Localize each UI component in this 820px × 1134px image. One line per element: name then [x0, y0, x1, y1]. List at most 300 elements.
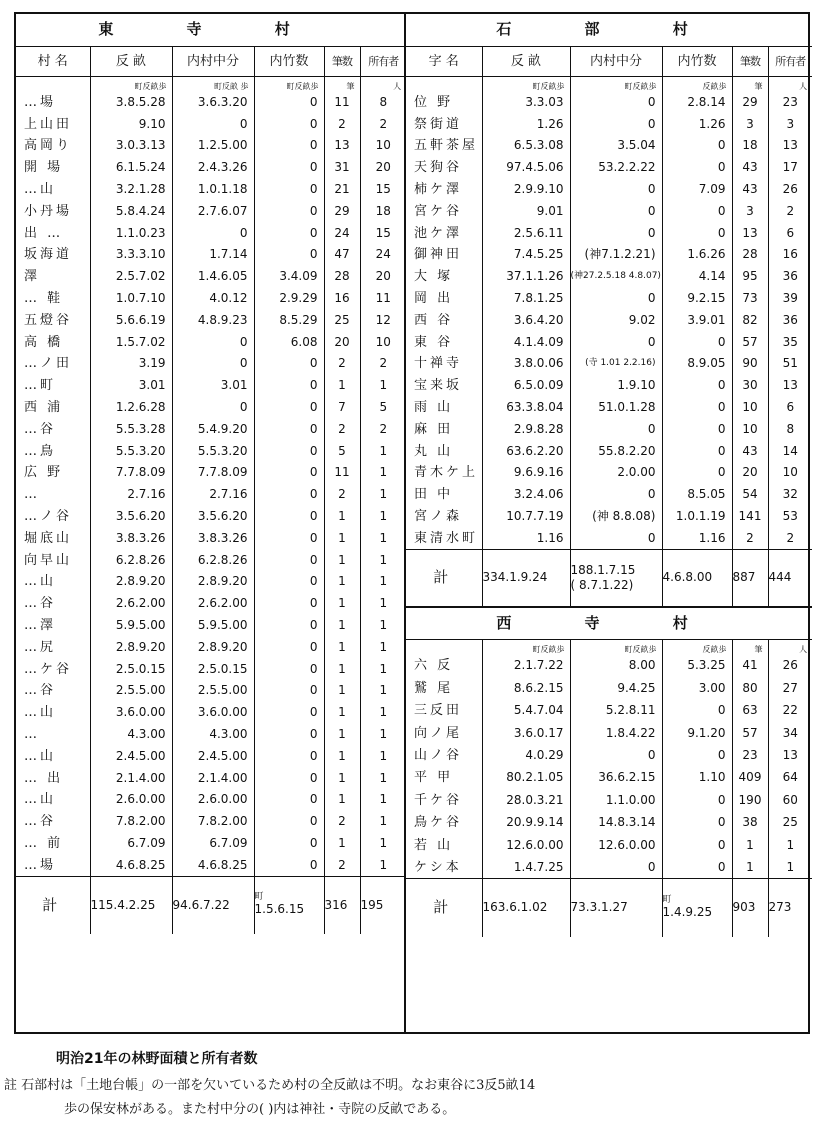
ishibe-cell-1: 37.1.1.26	[482, 266, 570, 288]
east-cell-2: 1.0.1.18	[172, 179, 254, 201]
east-cell-5: 1	[379, 661, 388, 676]
table-row	[16, 658, 406, 680]
east-cell-3: 0	[254, 484, 324, 506]
table-row	[406, 222, 812, 244]
ishibe-cell-4: 82	[732, 309, 768, 331]
east-cell-5: 1	[379, 639, 388, 654]
ishibe-cell-0: 東 谷	[406, 331, 482, 353]
nishi-cell-1: 4.0.29	[482, 744, 570, 766]
east-cell-3: 0	[254, 811, 324, 833]
east-cell-5: 10	[375, 334, 391, 349]
nishi-total-hissu: 903	[732, 879, 768, 937]
ishibe-cell-3: 3.9.01	[662, 309, 732, 331]
ishibe-cell-5: 51	[782, 356, 798, 371]
east-cell-2: 3.8.3.26	[172, 527, 254, 549]
east-cell-2: 6.2.8.26	[172, 549, 254, 571]
table-row	[16, 680, 406, 702]
nishi-cell-0: 三反田	[406, 700, 482, 722]
east-cell-5: 1	[379, 705, 388, 720]
east-cell-3: 0	[254, 440, 324, 462]
table-row	[16, 833, 406, 855]
ishibe-total-row	[406, 549, 812, 607]
nishi-cell-1: 80.2.1.05	[482, 767, 570, 789]
ishibe-total-sonchu-1: 188.1.7.15	[570, 562, 636, 577]
table-row	[406, 700, 812, 722]
nishi-total-take-unit: 町	[662, 894, 672, 905]
east-header-0: 村 名	[16, 46, 90, 76]
east-cell-4: 1	[324, 527, 360, 549]
east-cell-1: 2.5.5.00	[90, 680, 172, 702]
east-cell-3: 0	[254, 593, 324, 615]
ishibe-cell-2: 0	[570, 484, 662, 506]
east-unit-4: 筆	[324, 76, 360, 92]
east-cell-5: 1	[379, 792, 388, 807]
table-row	[16, 811, 406, 833]
east-cell-5: 20	[375, 269, 391, 284]
table-row	[16, 615, 406, 637]
nishi-cell-0: 山ノ谷	[406, 744, 482, 766]
table-row	[406, 397, 812, 419]
east-cell-3: 0	[254, 222, 324, 244]
east-cell-1: 6.2.8.26	[90, 549, 172, 571]
ishibe-cell-5: 13	[782, 138, 798, 153]
east-cell-4: 47	[324, 244, 360, 266]
east-cell-1: 3.19	[90, 353, 172, 375]
nishi-cell-0: ケシ本	[406, 856, 482, 878]
east-cell-3: 0	[254, 375, 324, 397]
east-unit-0	[16, 76, 90, 92]
east-cell-3: 0	[254, 571, 324, 593]
nishi-cell-5: 60	[782, 792, 798, 807]
east-cell-4: 11	[324, 92, 360, 114]
east-cell-1: 2.8.9.20	[90, 636, 172, 658]
east-cell-1: 3.0.3.13	[90, 135, 172, 157]
ishibe-village-title: 石 部 村	[406, 14, 812, 46]
ishibe-cell-0: 祭街道	[406, 113, 482, 135]
nishi-cell-4: 23	[732, 744, 768, 766]
ishibe-header-3: 内竹数	[662, 46, 732, 76]
table-row	[406, 135, 812, 157]
ishibe-cell-3: 0	[662, 200, 732, 222]
east-total-sonchu: 94.6.7.22	[172, 876, 254, 934]
ishibe-cell-3: 0	[662, 462, 732, 484]
east-cell-3: 0	[254, 418, 324, 440]
east-cell-1: 9.10	[90, 113, 172, 135]
east-cell-2: 4.3.00	[172, 724, 254, 746]
table-row	[406, 157, 812, 179]
ishibe-cell-1: 6.5.0.09	[482, 375, 570, 397]
note-line-2: 歩の保安林がある。また村中分の( )内は神社・寺院の反畝である。	[64, 1102, 456, 1117]
east-unit-2: 町反畝 歩	[172, 76, 254, 92]
east-cell-5: 1	[379, 770, 388, 785]
nishi-unit-5: 人	[799, 644, 808, 654]
ishibe-cell-1: 1.16	[482, 527, 570, 549]
east-cell-5: 1	[379, 727, 388, 741]
ishibe-cell-3: 0	[662, 397, 732, 419]
east-cell-1: 6.1.5.24	[90, 157, 172, 179]
east-cell-3: 0	[254, 135, 324, 157]
east-cell-1: 1.2.6.28	[90, 397, 172, 419]
ishibe-cell-3: 1.0.1.19	[662, 506, 732, 528]
east-cell-3: 0	[254, 113, 324, 135]
ishibe-cell-1: 6.5.3.08	[482, 135, 570, 157]
nishi-cell-2: 14.8.3.14	[570, 811, 662, 833]
table-row	[16, 309, 406, 331]
east-cell-4: 1	[324, 658, 360, 680]
east-cell-5: 1	[379, 378, 388, 393]
nishi-cell-3: 0	[662, 744, 732, 766]
table-row	[16, 92, 406, 114]
table-row	[406, 288, 812, 310]
ishibe-cell-4: 18	[732, 135, 768, 157]
east-cell-2: 0	[172, 397, 254, 419]
ishibe-cell-5: 2	[786, 530, 795, 545]
table-row	[16, 440, 406, 462]
ishibe-cell-4: 3	[732, 113, 768, 135]
east-cell-3: 0	[254, 462, 324, 484]
ishibe-cell-1: 7.4.5.25	[482, 244, 570, 266]
ishibe-cell-4: 10	[732, 418, 768, 440]
ishibe-cell-3: 0	[662, 135, 732, 157]
east-cell-4: 2	[324, 113, 360, 135]
east-cell-3: 0	[254, 353, 324, 375]
east-village-section	[16, 14, 406, 1032]
east-cell-1: 2.6.2.00	[90, 593, 172, 615]
east-cell-3: 0	[254, 244, 324, 266]
ishibe-cell-3: 0	[662, 222, 732, 244]
east-cell-3: 0	[254, 397, 324, 419]
table-row	[16, 724, 406, 746]
ishibe-cell-0: 宮ノ森	[406, 506, 482, 528]
east-cell-5: 1	[379, 596, 388, 611]
east-cell-3: 0	[254, 745, 324, 767]
ishibe-cell-0: 雨 山	[406, 397, 482, 419]
ishibe-cell-3: 0	[662, 157, 732, 179]
ishibe-cell-0: 御神田	[406, 244, 482, 266]
table-row	[406, 200, 812, 222]
ishibe-cell-1: 63.6.2.20	[482, 440, 570, 462]
ishibe-cell-1: 3.2.4.06	[482, 484, 570, 506]
table-row	[16, 506, 406, 528]
east-cell-0: …ノ田	[16, 353, 90, 375]
east-cell-5: 1	[379, 814, 388, 829]
east-cell-1: 3.3.3.10	[90, 244, 172, 266]
east-cell-1: 5.6.6.19	[90, 309, 172, 331]
nishi-cell-2: 5.2.8.11	[570, 700, 662, 722]
east-cell-3: 2.9.29	[254, 288, 324, 310]
ishibe-cell-3: 0	[662, 375, 732, 397]
ishibe-cell-5: 36	[782, 312, 798, 327]
east-cell-2: 7.7.8.09	[172, 462, 254, 484]
table-row	[16, 789, 406, 811]
nishi-cell-0: 平 甲	[406, 767, 482, 789]
east-cell-5: 11	[375, 291, 391, 306]
nishi-cell-2: 0	[570, 856, 662, 878]
east-cell-4: 1	[324, 615, 360, 637]
nishi-village-title: 西 寺 村	[406, 607, 812, 639]
east-cell-1: 2.4.5.00	[90, 745, 172, 767]
table-row	[406, 527, 812, 549]
ishibe-cell-5: 3	[786, 116, 795, 131]
ishibe-cell-1: 3.8.0.06	[482, 353, 570, 375]
ishibe-header-5: 所有者	[768, 46, 812, 76]
ishibe-cell-0: 位 野	[406, 92, 482, 114]
east-cell-4: 1	[324, 506, 360, 528]
east-cell-2: 7.8.2.00	[172, 811, 254, 833]
east-total-take	[254, 876, 324, 934]
ishibe-header-0: 字 名	[406, 46, 482, 76]
ishibe-cell-3: 8.9.05	[662, 353, 732, 375]
ishibe-cell-5: 13	[782, 378, 798, 393]
east-cell-0: … 前	[16, 833, 90, 855]
ishibe-cell-0: 岡 出	[406, 288, 482, 310]
table-caption: 明治21年の林野面積と所有者数	[56, 1051, 258, 1067]
table-row	[406, 353, 812, 375]
east-cell-4: 5	[324, 440, 360, 462]
east-cell-0: 澤	[16, 266, 90, 288]
east-cell-0: …	[16, 484, 90, 506]
east-cell-5: 12	[375, 312, 391, 327]
table-row	[406, 244, 812, 266]
east-cell-5: 1	[379, 574, 388, 589]
east-cell-1: 3.6.0.00	[90, 702, 172, 724]
table-row	[16, 484, 406, 506]
ishibe-cell-2: (神27.2.5.18 4.8.07)	[570, 266, 662, 288]
nishi-cell-4: 38	[732, 811, 768, 833]
nishi-cell-2: 12.6.0.00	[570, 834, 662, 856]
east-cell-4: 1	[324, 745, 360, 767]
east-cell-1: 2.5.0.15	[90, 658, 172, 680]
east-cell-0: …ノ谷	[16, 506, 90, 528]
nishi-unit-3: 反畝歩	[662, 639, 732, 655]
land-table	[14, 12, 810, 1034]
east-header-3: 内竹数	[254, 46, 324, 76]
nishi-cell-4: 63	[732, 700, 768, 722]
east-cell-2: 2.6.2.00	[172, 593, 254, 615]
east-unit-1: 町反畝歩	[90, 76, 172, 92]
east-cell-2: 2.4.3.26	[172, 157, 254, 179]
table-row	[406, 462, 812, 484]
east-cell-3: 0	[254, 789, 324, 811]
east-cell-2: 1.7.14	[172, 244, 254, 266]
ishibe-cell-3: 7.09	[662, 179, 732, 201]
east-cell-3: 0	[254, 854, 324, 876]
east-header-4: 筆数	[324, 46, 360, 76]
ishibe-cell-3: 1.6.26	[662, 244, 732, 266]
ishibe-total-take-value: 4.6.8.00	[662, 570, 713, 585]
nishi-cell-5: 34	[782, 725, 798, 740]
east-cell-0: …場	[16, 854, 90, 876]
table-row	[406, 789, 812, 811]
ishibe-cell-5: 23	[782, 94, 798, 109]
east-cell-4: 1	[324, 789, 360, 811]
ishibe-total-take	[662, 549, 732, 607]
nishi-cell-0: 鷲 尾	[406, 677, 482, 699]
nishi-unit-4: 筆	[732, 639, 768, 655]
table-row	[16, 113, 406, 135]
ishibe-unit-5: 人	[799, 81, 808, 91]
east-cell-0: 西 浦	[16, 397, 90, 419]
east-cell-3: 0	[254, 702, 324, 724]
east-cell-1: 4.6.8.25	[90, 854, 172, 876]
east-cell-4: 1	[324, 680, 360, 702]
east-cell-5: 1	[379, 465, 388, 480]
ishibe-cell-3: 0	[662, 440, 732, 462]
east-cell-3: 0	[254, 680, 324, 702]
east-total-take-value: 1.5.6.15	[254, 902, 305, 917]
nishi-cell-2: 36.6.2.15	[570, 767, 662, 789]
nishi-cell-3: 5.3.25	[662, 655, 732, 677]
ishibe-cell-4: 90	[732, 353, 768, 375]
table-row	[16, 179, 406, 201]
east-cell-0: …場	[16, 92, 90, 114]
nishi-cell-4: 80	[732, 677, 768, 699]
nishi-cell-1: 1.4.7.25	[482, 856, 570, 878]
east-cell-5: 2	[379, 421, 388, 436]
table-note	[4, 1074, 804, 1122]
ishibe-cell-3: 4.14	[662, 266, 732, 288]
east-cell-5: 15	[375, 225, 391, 240]
east-cell-0: 高岡り	[16, 135, 90, 157]
east-cell-1: 3.01	[90, 375, 172, 397]
nishi-cell-5: 25	[782, 815, 798, 830]
ishibe-cell-3: 9.2.15	[662, 288, 732, 310]
east-cell-3: 0	[254, 615, 324, 637]
east-cell-2: 5.9.5.00	[172, 615, 254, 637]
ishibe-cell-4: 54	[732, 484, 768, 506]
nishi-cell-3: 0	[662, 700, 732, 722]
ishibe-cell-4: 13	[732, 222, 768, 244]
east-cell-3: 0	[254, 833, 324, 855]
east-cell-3: 0	[254, 527, 324, 549]
east-cell-5: 1	[379, 487, 388, 502]
east-cell-2: 4.0.12	[172, 288, 254, 310]
east-cell-1: 4.3.00	[90, 724, 172, 746]
ishibe-header-2: 内村中分	[570, 46, 662, 76]
ishibe-cell-1: 3.3.03	[482, 92, 570, 114]
east-cell-3: 0	[254, 724, 324, 746]
east-cell-2: 2.7.6.07	[172, 200, 254, 222]
nishi-cell-4: 409	[732, 767, 768, 789]
nishi-cell-4: 1	[732, 856, 768, 878]
nishi-cell-4: 41	[732, 655, 768, 677]
east-total-label: 計	[16, 876, 90, 934]
nishi-cell-2: 9.4.25	[570, 677, 662, 699]
east-cell-4: 1	[324, 636, 360, 658]
ishibe-cell-1: 63.3.8.04	[482, 397, 570, 419]
east-cell-5: 2	[379, 116, 388, 131]
east-cell-3: 0	[254, 92, 324, 114]
table-row	[16, 767, 406, 789]
ishibe-cell-3: 1.16	[662, 527, 732, 549]
east-cell-1: 1.1.0.23	[90, 222, 172, 244]
east-cell-4: 31	[324, 157, 360, 179]
ishibe-cell-1: 7.8.1.25	[482, 288, 570, 310]
nishi-cell-3: 0	[662, 811, 732, 833]
nishi-cell-1: 5.4.7.04	[482, 700, 570, 722]
ishibe-cell-5: 8	[786, 421, 795, 436]
east-cell-0: …ケ谷	[16, 658, 90, 680]
ishibe-unit-1: 町反畝歩	[482, 76, 570, 92]
east-cell-0: …山	[16, 789, 90, 811]
table-row	[16, 702, 406, 724]
east-cell-3: 0	[254, 179, 324, 201]
east-cell-4: 29	[324, 200, 360, 222]
east-cell-2: 1.2.5.00	[172, 135, 254, 157]
east-cell-0: …谷	[16, 680, 90, 702]
table-row	[16, 571, 406, 593]
ishibe-cell-5: 35	[782, 334, 798, 349]
nishi-cell-2: 0	[570, 744, 662, 766]
east-cell-0: …	[16, 724, 90, 746]
ishibe-cell-3: 0	[662, 331, 732, 353]
east-cell-2: 6.7.09	[172, 833, 254, 855]
table-row	[16, 200, 406, 222]
ishibe-cell-2: 0	[570, 113, 662, 135]
east-cell-0: … 鞋	[16, 288, 90, 310]
ishibe-cell-2: 2.0.00	[570, 462, 662, 484]
table-row	[406, 856, 812, 878]
table-row	[16, 745, 406, 767]
ishibe-cell-4: 3	[732, 200, 768, 222]
east-cell-4: 2	[324, 484, 360, 506]
ishibe-cell-4: 29	[732, 92, 768, 114]
east-cell-0: 堀底山	[16, 527, 90, 549]
ishibe-cell-0: 東清水町	[406, 527, 482, 549]
east-cell-4: 2	[324, 418, 360, 440]
ishibe-cell-2: 0	[570, 418, 662, 440]
ishibe-village-section	[406, 14, 812, 1032]
ishibe-cell-0: 十禅寺	[406, 353, 482, 375]
nishi-cell-1: 20.9.9.14	[482, 811, 570, 833]
east-cell-1: 5.9.5.00	[90, 615, 172, 637]
ishibe-cell-2: (神7.1.2.21)	[570, 244, 662, 266]
east-unit-3: 町反畝歩	[254, 76, 324, 92]
note-line-1: 註 石部村は「土地台帳」の一部を欠いているため村の全反畝は不明。なお東谷に3反5畝14	[4, 1078, 536, 1093]
table-row	[406, 677, 812, 699]
ishibe-cell-2: 0	[570, 222, 662, 244]
east-cell-4: 25	[324, 309, 360, 331]
east-cell-5: 2	[379, 356, 388, 371]
east-total-owners: 195	[360, 876, 406, 934]
east-cell-0: 向早山	[16, 549, 90, 571]
nishi-cell-5: 22	[782, 703, 798, 718]
ishibe-cell-1: 3.6.4.20	[482, 309, 570, 331]
ishibe-cell-4: 43	[732, 179, 768, 201]
east-cell-1: 3.8.3.26	[90, 527, 172, 549]
east-unit-5: 人	[393, 81, 402, 91]
ishibe-cell-5: 16	[782, 247, 798, 262]
ishibe-cell-5: 32	[782, 487, 798, 502]
table-row	[16, 157, 406, 179]
east-cell-5: 1	[379, 618, 388, 633]
east-cell-4: 21	[324, 179, 360, 201]
east-cell-4: 13	[324, 135, 360, 157]
east-cell-3: 6.08	[254, 331, 324, 353]
east-cell-4: 16	[324, 288, 360, 310]
table-row	[406, 484, 812, 506]
east-cell-1: 1.5.7.02	[90, 331, 172, 353]
nishi-cell-3: 0	[662, 834, 732, 856]
nishi-unit-1: 町反畝歩	[482, 639, 570, 655]
east-cell-4: 1	[324, 767, 360, 789]
nishi-cell-5: 26	[782, 658, 798, 673]
east-total-hissu: 316	[324, 876, 360, 934]
east-cell-5: 10	[375, 138, 391, 153]
east-cell-2: 3.01	[172, 375, 254, 397]
nishi-cell-1: 28.0.3.21	[482, 789, 570, 811]
east-cell-1: 1.0.7.10	[90, 288, 172, 310]
